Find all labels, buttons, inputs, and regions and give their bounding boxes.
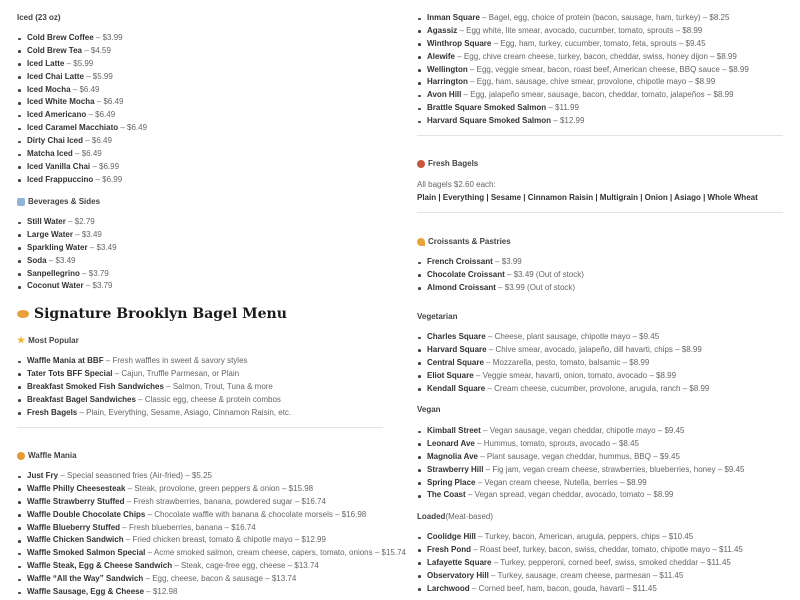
section-title-loaded (417, 512, 493, 521)
menu-item-details: – Plain, Everything, Sesame, Asiago, Cinnamon Raisin, etc. (77, 407, 292, 417)
menu-item (417, 583, 743, 596)
menu-item-details: – Vegan spread, vegan cheddar, avocado, tomato – $8.99 (465, 490, 674, 500)
menu-item-details: – $6.49 (86, 110, 116, 120)
menu-item-name: Fresh Pond (427, 544, 472, 554)
menu-item-details: – Veggie smear, havarti, onion, tomato, avocado – $8.99 (473, 370, 677, 380)
menu-item (17, 509, 406, 522)
menu-item-name: Iced Vanilla Chai (27, 161, 91, 171)
section-title-bagels (417, 159, 478, 168)
menu-item-name: Sparkling Water (27, 242, 88, 252)
menu-item-name: Inman Square (427, 13, 480, 22)
vegetarian-list (417, 331, 709, 395)
menu-item-details: – $3.49 (72, 229, 102, 239)
menu-item (417, 25, 749, 38)
page-title-text: Signature Brooklyn Bagel Menu (34, 306, 287, 322)
menu-item (17, 268, 117, 281)
pancake-icon (17, 310, 29, 318)
bagel-flavors: Plain | Everything | Sesame | Cinnamon Raisin | Multigrain | Onion | Asiago | Whole Wheat (417, 193, 758, 202)
menu-item (17, 122, 147, 135)
menu-item-details: – $3.49 (Out of stock) (504, 269, 584, 279)
croissants-title: Croissants & Pastries (428, 237, 511, 246)
menu-item-name: Central Square (427, 357, 484, 367)
menu-item (17, 355, 291, 368)
menu-item-name: Waffle “All the Way” Sandwich (27, 574, 144, 584)
menu-item-details: – Cajun, Truffle Parmesan, or Plain (112, 368, 240, 378)
menu-item-details: – Steak, cage-free egg, cheese – $13.74 (172, 561, 319, 571)
menu-item-name: Iced Chai Latte (27, 71, 84, 81)
menu-item-details: – Egg, veggie smear, bacon, roast beef, American cheese, BBQ sauce – $8.99 (467, 64, 749, 74)
menu-item (417, 344, 709, 357)
menu-item (417, 64, 749, 77)
menu-item-details: – $2.79 (65, 217, 95, 226)
menu-item-details: – $5.99 (64, 58, 94, 68)
menu-item (417, 570, 743, 583)
menu-item (417, 12, 749, 25)
menu-item-name: Cold Brew Tea (27, 45, 82, 55)
menu-item-name: Iced Mocha (27, 84, 71, 94)
menu-item-details: – Mozzarella, pesto, tomato, balsamic – $8.99 (483, 357, 650, 367)
menu-item-details: – Egg, chive cream cheese, turkey, bacon, cheddar, swiss, honey dijon – $8.99 (455, 51, 737, 61)
menu-item-details: – Roast beef, turkey, bacon, swiss, cheddar, tomato, chipotle mayo – $11.45 (471, 544, 743, 554)
divider (417, 212, 783, 213)
menu-item-name: Waffle Double Chocolate Chips (27, 509, 146, 519)
menu-item-details: – $11.99 (546, 103, 579, 113)
menu-item-details: – Vegan cream cheese, Nutella, berries – $8.99 (475, 477, 647, 487)
menu-item-name: Larchwood (427, 583, 470, 593)
menu-item (417, 438, 745, 451)
waffle-title: Waffle Mania (28, 451, 77, 460)
menu-item (17, 280, 117, 293)
menu-item (17, 174, 147, 187)
menu-item (17, 407, 291, 420)
menu-item-details: – Egg, ham, turkey, cucumber, tomato, feta, sprouts – $9.45 (491, 38, 706, 48)
bagel-icon (417, 160, 425, 168)
iced-list (17, 32, 147, 187)
menu-item-details: – Turkey, bacon, American, arugula, peppers, chips – $10.45 (475, 532, 694, 541)
menu-item (417, 256, 584, 269)
menu-item (17, 71, 147, 84)
menu-item-name: Leonard Ave (427, 438, 475, 448)
menu-item (17, 483, 406, 496)
loaded-title: Loaded (417, 512, 446, 521)
menu-item-name: Avon Hill (427, 90, 462, 100)
menu-item (17, 216, 117, 229)
menu-item (17, 522, 406, 535)
cup-icon (17, 198, 25, 206)
menu-item (17, 381, 291, 394)
menu-item-name: Tater Tots BFF Special (27, 368, 113, 378)
menu-item-name: Coconut Water (27, 281, 84, 291)
menu-item (417, 464, 745, 477)
menu-item-name: Fresh Bagels (27, 407, 78, 417)
menu-item-name: Waffle Sausage, Egg & Cheese (27, 587, 145, 597)
menu-item-name: Charles Square (427, 332, 486, 341)
menu-item-name: Coolidge Hill (427, 532, 476, 541)
menu-item-details: – Fig jam, vegan cream cheese, strawberries, blueberries, honey – $9.45 (483, 464, 745, 474)
menu-item-details: – Fried chicken breast, tomato & chipotle mayo – $12.99 (123, 535, 326, 545)
menu-item-details: – $6.99 (90, 161, 120, 171)
menu-item (417, 383, 709, 396)
menu-item-details: – Turkey, sausage, cream cheese, parmesan – $11.45 (488, 570, 684, 580)
menu-item (417, 76, 749, 89)
menu-item (17, 45, 147, 58)
menu-item-details: – Egg white, lite smear, avocado, cucumber, tomato, sprouts – $8.99 (457, 25, 703, 35)
section-title-iced (17, 13, 61, 22)
menu-item-name: Eliot Square (427, 370, 474, 380)
menu-item-name: Dirty Chai Iced (27, 136, 84, 146)
menu-item-name: Almond Croissant (427, 282, 496, 292)
menu-item (17, 148, 147, 161)
section-title-vegan (417, 405, 441, 414)
menu-item-name: Waffle Smoked Salmon Special (27, 548, 146, 558)
menu-item-details: – $3.99 (93, 33, 123, 42)
menu-item-details: – Turkey, pepperoni, corned beef, swiss, smoked cheddar – $11.45 (491, 557, 731, 567)
menu-item (17, 84, 147, 97)
menu-item-name: Chocolate Croissant (427, 269, 505, 279)
menu-item-name: Spring Place (427, 477, 476, 487)
menu-item-name: Just Fry (27, 471, 59, 480)
iced-title: Iced (23 oz) (17, 13, 61, 22)
loaded-note: (Meat-based) (445, 512, 494, 521)
star-icon: ★ (17, 335, 26, 345)
menu-item-details: – Steak, provolone, green peppers & onion – $15.98 (125, 483, 314, 493)
section-title-vegetarian (417, 312, 457, 321)
drinks-scroll-panel[interactable] (0, 0, 400, 302)
menu-item-details: – $6.49 (70, 84, 100, 94)
menu-item-name: Iced Caramel Macchiato (27, 123, 119, 133)
menu-item-name: Waffle Strawberry Stuffed (27, 496, 125, 506)
menu-item-details: – Classic egg, cheese & protein combos (135, 394, 281, 404)
pastries-scroll-panel[interactable] (405, 228, 800, 302)
menu-item-details: – $3.99 (Out of stock) (495, 282, 576, 292)
beverages-title: Beverages & Sides (28, 197, 101, 206)
menu-item-name: Sanpellegrino (27, 268, 80, 278)
menu-item-name: Observatory Hill (427, 570, 489, 580)
menu-item (17, 229, 117, 242)
menu-item-details: – Fresh strawberries, banana, powdered sugar – $16.74 (124, 496, 326, 506)
menu-item (17, 135, 147, 148)
menu-item-details: – $6.49 (72, 149, 102, 159)
menu-item-name: Large Water (27, 229, 73, 239)
menu-item-details: – Corned beef, ham, bacon, gouda, havarti – $11.45 (469, 583, 657, 593)
menu-item-details: – Egg, ham, sausage, chive smear, provolone, chipotle mayo – $8.99 (467, 77, 716, 87)
divider (17, 427, 383, 428)
menu-item (17, 470, 406, 483)
menu-item-details: – $3.49 (46, 255, 76, 265)
menu-item-name: Still Water (27, 217, 66, 226)
menu-item-name: Matcha Iced (27, 149, 73, 159)
menu-item-name: Kendall Square (427, 383, 486, 393)
menu-item-name: Iced Frappuccino (27, 174, 94, 184)
menu-item-name: Waffle Chicken Sandwich (27, 535, 124, 545)
menu-item-name: Iced White Mocha (27, 97, 95, 107)
menu-item (17, 109, 147, 122)
menu-item-name: Waffle Mania at BBF (27, 356, 104, 365)
menu-item (417, 477, 745, 490)
menu-item-details: – Egg, cheese, bacon & sausage – $13.74 (143, 574, 297, 584)
menu-item (417, 489, 745, 502)
menu-item-name: Alewife (427, 51, 456, 61)
bagel-price-note: All bagels $2.60 each: (417, 180, 496, 189)
menu-item-details: – $4.59 (81, 45, 111, 55)
page-title (17, 306, 287, 322)
menu-item-details: – Vegan sausage, vegan cheddar, chipotle mayo – $9.45 (480, 426, 685, 435)
menu-item-name: Winthrop Square (427, 38, 492, 48)
menu-item-details: – $12.99 (551, 116, 585, 126)
menu-item-name: Waffle Steak, Egg & Cheese Sandwich (27, 561, 173, 571)
menu-item-details: – $12.98 (144, 587, 178, 597)
menu-item-details: – Salmon, Trout, Tuna & more (163, 381, 273, 391)
menu-item-name: Iced Latte (27, 58, 65, 68)
menu-item-name: Brattle Square Smoked Salmon (427, 103, 547, 113)
menu-item-details: – Plant sausage, vegan cheddar, hummus, BBQ – $9.45 (477, 451, 680, 461)
menu-item-name: Kimball Street (427, 426, 481, 435)
menu-item-details: – Fresh waffles in sweet & savory styles (103, 356, 248, 365)
menu-item-details: – Cheese, plant sausage, chipotle mayo – $9.45 (485, 332, 660, 341)
menu-item-details: – Bagel, egg, choice of protein (bacon, sausage, ham, turkey) – $8.25 (479, 13, 730, 22)
menu-item (417, 115, 749, 128)
waffle-list (17, 470, 406, 599)
menu-item (417, 89, 749, 102)
menu-item (17, 394, 291, 407)
menu-item-details: – $5.99 (83, 71, 113, 81)
bagels-title: Fresh Bagels (428, 159, 479, 168)
loaded-list (417, 531, 743, 595)
menu-item (417, 282, 584, 295)
menu-item (417, 425, 745, 438)
menu-item-name: French Croissant (427, 257, 493, 266)
menu-item-name: Harrington (427, 77, 468, 87)
menu-item-name: The Coast (427, 490, 466, 500)
menu-item-name: Lafayette Square (427, 557, 492, 567)
menu-item-details: – Acme smoked salmon, cream cheese, capers, tomato, onions – $15.74 (145, 548, 406, 558)
vegan-title: Vegan (417, 405, 441, 414)
menu-item-details: – $3.79 (83, 281, 113, 291)
menu-item-details: – Hummus, tomato, sprouts, avocado – $8.45 (474, 438, 639, 448)
menu-item-name: Soda (27, 255, 47, 265)
vegan-list (417, 425, 745, 502)
menu-item-name: Waffle Philly Cheesesteak (27, 483, 126, 493)
menu-item (417, 557, 743, 570)
menu-item-details: – $6.49 (118, 123, 148, 133)
menu-item-details: – Chive smear, avocado, jalapeño, dill havarti, chips – $8.99 (486, 344, 702, 354)
menu-item (417, 357, 709, 370)
menu-item (17, 58, 147, 71)
menu-item-name: Breakfast Bagel Sandwiches (27, 394, 136, 404)
menu-item (17, 96, 147, 109)
menu-item-details: – $6.49 (83, 136, 112, 146)
menu-item (17, 586, 406, 599)
menu-item (417, 38, 749, 51)
menu-item-name: Strawberry Hill (427, 464, 484, 474)
menu-item (17, 573, 406, 586)
menu-item-details: – Egg, jalapeño smear, sausage, bacon, cheddar, tomato, jalapeños – $8.99 (461, 90, 734, 100)
waffle-icon (17, 452, 25, 460)
menu-item (17, 534, 406, 547)
menu-item (417, 544, 743, 557)
menu-item-name: Breakfast Smoked Fish Sandwiches (27, 381, 164, 391)
section-title-waffle (17, 451, 77, 460)
menu-item (417, 331, 709, 344)
menu-item-details: – $3.79 (79, 268, 109, 278)
menu-item-details: – $3.49 (87, 242, 117, 252)
beverages-list (17, 216, 117, 293)
menu-item (417, 370, 709, 383)
menu-item-name: Cold Brew Coffee (27, 33, 94, 42)
menu-item (417, 51, 749, 64)
menu-item-details: – Special seasoned fries (Air-fried) – $5.25 (58, 471, 212, 480)
menu-item (17, 560, 406, 573)
breakfast-sandwich-list (417, 12, 749, 128)
menu-item (17, 32, 147, 45)
menu-item (17, 242, 117, 255)
menu-item-name: Wellington (427, 64, 468, 74)
menu-item (417, 269, 584, 282)
popular-title: Most Popular (28, 336, 79, 345)
menu-item (417, 102, 749, 115)
section-title-beverages (17, 197, 100, 206)
croissants-list (417, 256, 584, 295)
menu-item (17, 547, 406, 560)
vegetarian-title: Vegetarian (417, 312, 458, 321)
menu-item-details: – Chocolate waffle with banana & chocolate morsels – $16.98 (145, 509, 367, 519)
section-title-popular (17, 335, 79, 346)
popular-list (17, 355, 291, 419)
menu-item (417, 451, 745, 464)
menu-item-name: Iced Americano (27, 110, 87, 120)
menu-item (17, 255, 117, 268)
menu-item-name: Waffle Blueberry Stuffed (27, 522, 121, 532)
menu-item-name: Magnolia Ave (427, 451, 478, 461)
menu-item-name: Harvard Square (427, 344, 487, 354)
menu-item-details: – $3.99 (492, 257, 522, 266)
menu-item-details: – Cream cheese, cucumber, provolone, arugula, ranch – $8.99 (485, 383, 710, 393)
divider (417, 135, 783, 136)
menu-item-name: Agassiz (427, 25, 458, 35)
menu-item (17, 496, 406, 509)
menu-item-name: Harvard Square Smoked Salmon (427, 116, 552, 126)
menu-item (417, 531, 743, 544)
croissant-icon (417, 238, 425, 246)
menu-item (17, 368, 291, 381)
menu-item-details: – $6.99 (93, 174, 123, 184)
menu-item-details: – Fresh blueberries, banana – $16.74 (120, 522, 256, 532)
menu-item (17, 161, 147, 174)
menu-item-details: – $6.49 (94, 97, 124, 107)
section-title-croissants (417, 237, 511, 246)
